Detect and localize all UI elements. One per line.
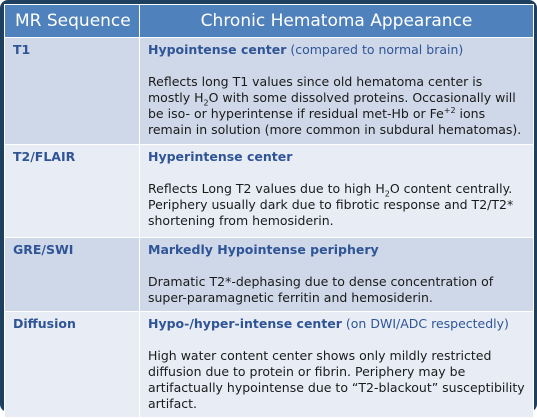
table-row-t2-flair	[5, 145, 534, 238]
appearance-cell	[140, 38, 534, 145]
desc-part: O content centrally. Periphery usually dark due to fibrotic response and T2/T2* shortening from hemosiderin.	[148, 181, 514, 228]
table-row-gre-swi	[5, 238, 534, 312]
headline-bold: Markedly Hypointense periphery	[148, 242, 379, 257]
desc-part: Reflects Long T2 values due to high H	[148, 181, 385, 196]
header-chronic-hematoma-appearance: Chronic Hematoma Appearance	[140, 5, 534, 38]
desc-superscript: +2	[443, 105, 456, 115]
desc-part: Reflects long T1 values since old hematoma center is mostly H	[148, 74, 483, 105]
appearance-cell	[140, 312, 534, 418]
description	[148, 181, 527, 229]
headline	[148, 149, 527, 165]
headline-note: (on DWI/ADC respectedly)	[341, 316, 509, 331]
desc-part: Dramatic T2*-dephasing due to dense concentration of super-paramagnetic ferritin and hemosiderin.	[148, 274, 494, 305]
desc-part: O with some dissolved proteins. Occasionally will be iso- or hyperintense if residual met-Hb or Fe	[148, 90, 516, 121]
headline	[148, 316, 527, 332]
table-row-t1	[5, 38, 534, 145]
sequence-cell: Diffusion	[5, 312, 140, 418]
header-mr-sequence: MR Sequence	[5, 5, 140, 38]
hematoma-table	[4, 4, 534, 418]
sequence-cell: T1	[5, 38, 140, 145]
desc-subscript: 2	[384, 189, 390, 199]
headline-bold: Hypointense center	[148, 42, 287, 57]
description	[148, 274, 527, 306]
headline-bold: Hypo-/hyper-intense center	[148, 316, 342, 331]
description	[148, 74, 527, 138]
headline	[148, 242, 527, 258]
desc-part: ions remain in solution (more common in subdural hematomas).	[148, 106, 522, 137]
headline	[148, 42, 527, 58]
desc-subscript: 2	[203, 98, 209, 108]
headline-note: (compared to normal brain)	[286, 42, 464, 57]
sequence-cell: T2/FLAIR	[5, 145, 140, 238]
header-row	[5, 5, 534, 38]
description	[148, 348, 527, 412]
desc-part: High water content center shows only mildly restricted diffusion due to protein or fibrin. Periphery may be artifactually hypointense due to “T2-blackout” susceptibility artifact.	[148, 348, 525, 411]
sequence-cell: GRE/SWI	[5, 238, 140, 312]
table-row-diffusion	[5, 312, 534, 418]
appearance-cell	[140, 145, 534, 238]
appearance-cell	[140, 238, 534, 312]
headline-bold: Hyperintense center	[148, 149, 293, 164]
